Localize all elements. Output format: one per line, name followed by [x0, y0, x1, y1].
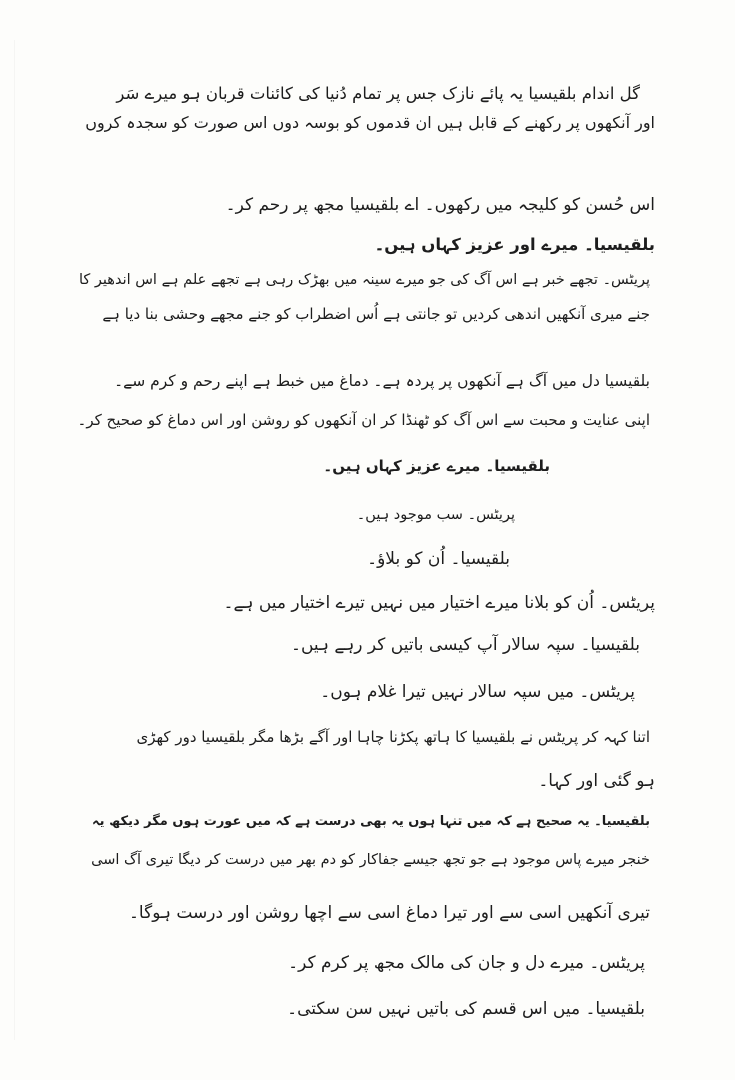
text-line: اور آنکھوں پر رکھنے کے قابل ہیں ان قدموں کو بوسہ دوں اس صورت کو سجدہ کروں — [85, 113, 655, 132]
page-edge-shadow — [14, 40, 15, 1040]
dialogue-line: بلقیسیا۔ میرے اور عزیز کہاں ہیں۔ — [374, 235, 655, 254]
text-line: تیری آنکھیں اسی سے اور تیرا دماغ اسی سے اچھا روشن اور درست ہوگا۔ — [128, 903, 650, 923]
dialogue-line: بلقیسیا۔ سپہ سالار آپ کیسی باتیں کر رہے ہیں۔ — [290, 635, 640, 655]
text-line: اتنا کہہ کر پریٹس نے بلقیسیا کا ہاتھ پکڑنا چاہا اور آگے بڑھا مگر بلقیسیا دور کھڑی — [136, 728, 650, 746]
text-line: اس حُسن کو کلیجہ میں رکھوں۔ اے بلقیسیا مجھ پر رحم کر۔ — [225, 195, 655, 215]
dialogue-line: بلقیسیا۔ میرے عزیز کہاں ہیں۔ — [323, 457, 550, 475]
text-line: جنے میری آنکھیں اندھی کردیں تو جانتی ہے اُس اضطراب کو جنے مجھے وحشی بنا دیا ہے — [102, 305, 650, 323]
dialogue-line: پریٹس۔ میں سپہ سالار نہیں تیرا غلام ہوں۔ — [320, 682, 635, 702]
dialogue-line: پریٹس۔ تجھے خبر ہے اس آگ کی جو میرے سینہ میں بھڑک رہی ہے تجھے علم ہے اس اندھیر کا — [79, 272, 650, 288]
text-line: خنجر میرے پاس موجود ہے جو تجھ جیسے جفاکار کو دم بھر میں درست کر دیگا تیری آگ اسی — [91, 852, 650, 868]
text-line: گل اندام بلقیسیا یہ پائے نازک جس پر تمام دُنیا کی کائنات قربان ہو میرے سَر — [116, 84, 640, 103]
dialogue-line: پریٹس۔ اُن کو بلانا میرے اختیار میں نہیں تیرے اختیار میں ہے۔ — [223, 593, 655, 613]
dialogue-line: پریٹس۔ سب موجود ہیں۔ — [356, 507, 515, 523]
text-line: ہو گئی اور کہا۔ — [538, 771, 655, 791]
dialogue-line: بلقیسیا۔ میں اس قسم کی باتیں نہیں سن سکتی۔ — [287, 999, 645, 1019]
dialogue-line: بلقیسیا۔ اُن کو بلاؤ۔ — [367, 549, 510, 569]
dialogue-line: پریٹس۔ میرے دل و جان کی مالک مجھ پر کرم کر۔ — [288, 953, 645, 973]
text-line: بلقیسیا دل میں آگ ہے آنکھوں پر پردہ ہے۔ دماغ میں خبط ہے اپنے رحم و کرم سے۔ — [114, 372, 650, 390]
text-line: اپنی عنایت و محبت سے اس آگ کو ٹھنڈا کر ان آنکھوں کو روشن اور اس دماغ کو صحیح کر۔ — [77, 411, 650, 429]
dialogue-line: بلقیسیا۔ یہ صحیح ہے کہ میں تنہا ہوں یہ بھی درست ہے کہ میں عورت ہوں مگر دیکھ یہ — [92, 814, 650, 829]
